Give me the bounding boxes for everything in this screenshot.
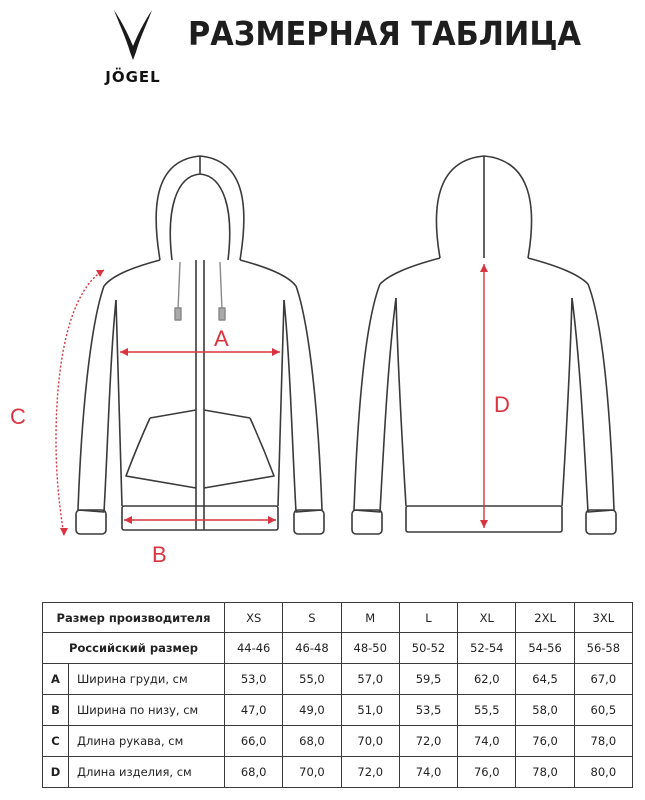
measure-b-line (124, 516, 276, 524)
measure-a-line (120, 348, 280, 356)
table-row (43, 726, 633, 757)
table-cell: 55,5 (458, 695, 516, 726)
size-cell: XS (225, 603, 283, 633)
table-cell: 55,0 (283, 664, 341, 695)
table-cell: 56-58 (574, 633, 632, 664)
table-cell: 72,0 (341, 757, 399, 788)
measure-b-label: B (152, 542, 167, 567)
table-cell: 50-52 (399, 633, 457, 664)
table-row (43, 695, 633, 726)
table-cell: 76,0 (458, 757, 516, 788)
table-cell: 59,5 (399, 664, 457, 695)
size-cell: 3XL (574, 603, 632, 633)
table-cell: 68,0 (283, 726, 341, 757)
table-cell: 48-50 (341, 633, 399, 664)
logo-emblem-icon (110, 8, 156, 64)
size-cell: 2XL (516, 603, 574, 633)
measure-c-label: C (10, 404, 26, 429)
measure-a-label: A (214, 326, 229, 351)
table-cell: 68,0 (225, 757, 283, 788)
size-cell: L (399, 603, 457, 633)
table-cell: 53,0 (225, 664, 283, 695)
table-cell: 66,0 (225, 726, 283, 757)
table-cell: 57,0 (341, 664, 399, 695)
size-cell: S (283, 603, 341, 633)
size-table (42, 602, 633, 788)
row-label: Ширина по низу, см (69, 695, 225, 726)
table-cell: 78,0 (574, 726, 632, 757)
table-cell: 78,0 (516, 757, 574, 788)
row-code: D (43, 757, 69, 788)
table-cell: 49,0 (283, 695, 341, 726)
row-label: Длина изделия, см (69, 757, 225, 788)
table-cell: 67,0 (574, 664, 632, 695)
drawstrings (175, 262, 225, 320)
table-cell: 80,0 (574, 757, 632, 788)
table-cell: 70,0 (283, 757, 341, 788)
table-cell: 64,5 (516, 664, 574, 695)
size-cell: XL (458, 603, 516, 633)
table-row (43, 633, 633, 664)
table-cell: 54-56 (516, 633, 574, 664)
row-code: C (43, 726, 69, 757)
table-cell: 53,5 (399, 695, 457, 726)
table-cell: 58,0 (516, 695, 574, 726)
brand-wordmark: JÖGEL (105, 68, 161, 86)
table-cell: 47,0 (225, 695, 283, 726)
table-cell: 62,0 (458, 664, 516, 695)
manufacturer-size-label: Размер производителя (43, 603, 225, 633)
row-code: B (43, 695, 69, 726)
table-row (43, 757, 633, 788)
table-cell: 51,0 (341, 695, 399, 726)
table-cell: 74,0 (399, 757, 457, 788)
table-cell: 46-48 (283, 633, 341, 664)
table-header-row (43, 603, 633, 633)
page-title: РАЗМЕРНАЯ ТАБЛИЦА (188, 14, 582, 53)
table-cell: 44-46 (225, 633, 283, 664)
garment-diagram (0, 140, 645, 580)
table-cell: 76,0 (516, 726, 574, 757)
measure-d-line (480, 264, 488, 528)
table-row (43, 664, 633, 695)
table-cell: 72,0 (399, 726, 457, 757)
measure-d-label: D (494, 392, 510, 417)
row-code: A (43, 664, 69, 695)
brand-logo (98, 8, 168, 88)
size-cell: M (341, 603, 399, 633)
row-label: Ширина груди, см (69, 664, 225, 695)
table-cell: 52-54 (458, 633, 516, 664)
table-cell: 74,0 (458, 726, 516, 757)
russian-size-label: Российский размер (43, 633, 225, 664)
table-cell: 60,5 (574, 695, 632, 726)
row-label: Длина рукава, см (69, 726, 225, 757)
hoodie-front-outline (76, 156, 324, 534)
table-cell: 70,0 (341, 726, 399, 757)
